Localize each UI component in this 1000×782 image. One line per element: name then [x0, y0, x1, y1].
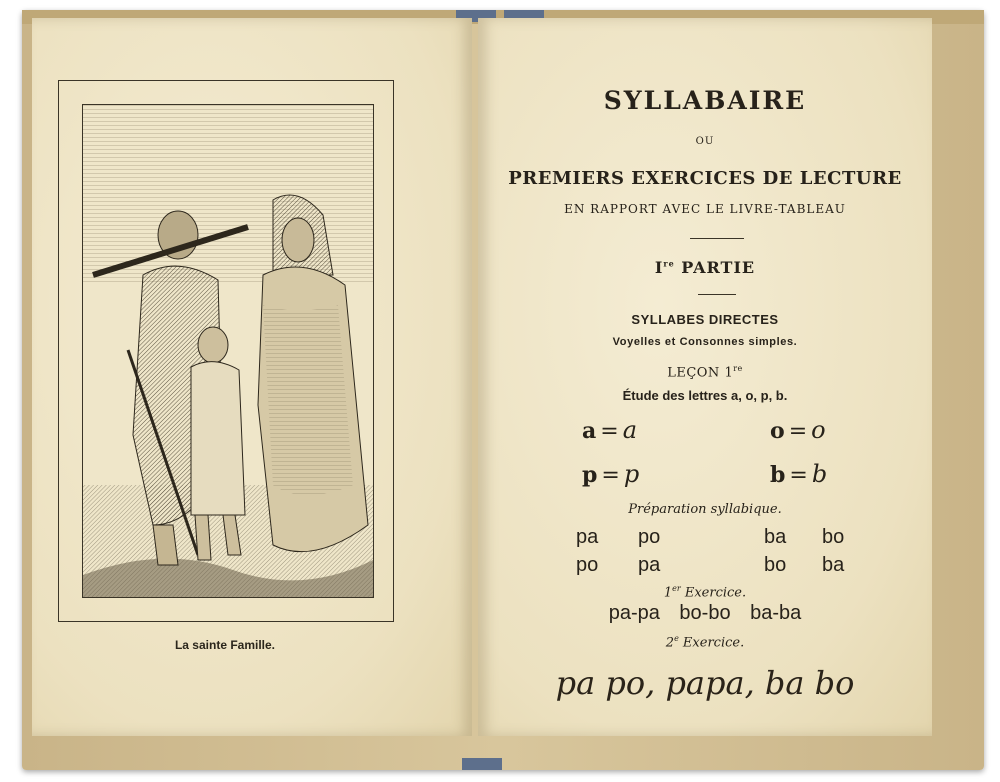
equals-sign: = [789, 463, 808, 488]
equals-sign: = [600, 419, 619, 444]
part-heading [478, 258, 932, 277]
print-letter: p [582, 462, 598, 488]
equals-sign: = [601, 463, 620, 488]
script-letter: a [622, 416, 638, 444]
book-subtitle-secondary: EN RAPPORT AVEC LE LIVRE-TABLEAU [564, 202, 846, 216]
exercise-1-heading [478, 584, 932, 600]
exercise-number: 2 [665, 635, 675, 651]
exercise-1-words: pa-pa bo-bo ba-ba [608, 602, 802, 624]
syllable-cell: bo [822, 526, 845, 548]
print-letter: b [770, 462, 786, 488]
syllable-cell: ba [822, 554, 845, 576]
lesson-superscript: re [733, 364, 743, 373]
section-subheading: Voyelles et Consonnes simples. [612, 336, 798, 348]
book-subtitle: PREMIERS EXERCICES DE LECTURE [508, 168, 902, 189]
book-title: SYLLABAIRE [603, 86, 807, 115]
divider-rule-small [698, 294, 736, 295]
script-letter: b [811, 460, 828, 488]
letter-pair-b [770, 460, 827, 488]
exercise-superscript: e [674, 634, 679, 643]
engraving-illustration [83, 105, 373, 597]
exercise-number: 1 [663, 585, 673, 601]
exercise-2-heading [478, 634, 932, 650]
title-conjunction: OU [695, 136, 715, 147]
part-word: PARTIE [674, 258, 756, 277]
syllabic-preparation-label: Préparation syllabique. [628, 502, 782, 517]
exercise-label: Exercice. [678, 635, 745, 651]
letter-pair-p [582, 460, 639, 488]
divider-rule [690, 238, 744, 239]
syllable-cell: ba [764, 526, 787, 548]
holy-family-engraving [82, 104, 374, 598]
syllable-cell: pa [576, 526, 599, 548]
part-numeral: I [654, 258, 664, 277]
lesson-heading [478, 364, 932, 380]
section-heading: SYLLABES DIRECTES [631, 312, 779, 327]
syllable-cell: bo [764, 554, 787, 576]
exercise-superscript: er [672, 584, 681, 593]
lesson-description: Étude des lettres a, o, p, b. [622, 388, 788, 403]
cursive-exercise-line: pa po, papa, ba bo [555, 664, 855, 702]
letter-pair-o [770, 416, 826, 444]
script-letter: o [811, 416, 826, 444]
syllable-cell: pa [638, 554, 661, 576]
syllable-cell: po [576, 554, 599, 576]
letter-pair-a [582, 416, 637, 444]
exercise-label: Exercice. [680, 585, 747, 601]
print-letter: o [770, 418, 785, 444]
lesson-label: LEÇON 1 [667, 365, 734, 381]
syllable-cell: po [638, 526, 661, 548]
script-letter: p [623, 460, 640, 488]
illustration-caption: La sainte Famille. [174, 638, 276, 652]
equals-sign: = [788, 419, 808, 444]
spine-cloth-bottom [462, 758, 502, 770]
print-letter: a [582, 418, 597, 444]
part-superscript: re [663, 258, 675, 269]
